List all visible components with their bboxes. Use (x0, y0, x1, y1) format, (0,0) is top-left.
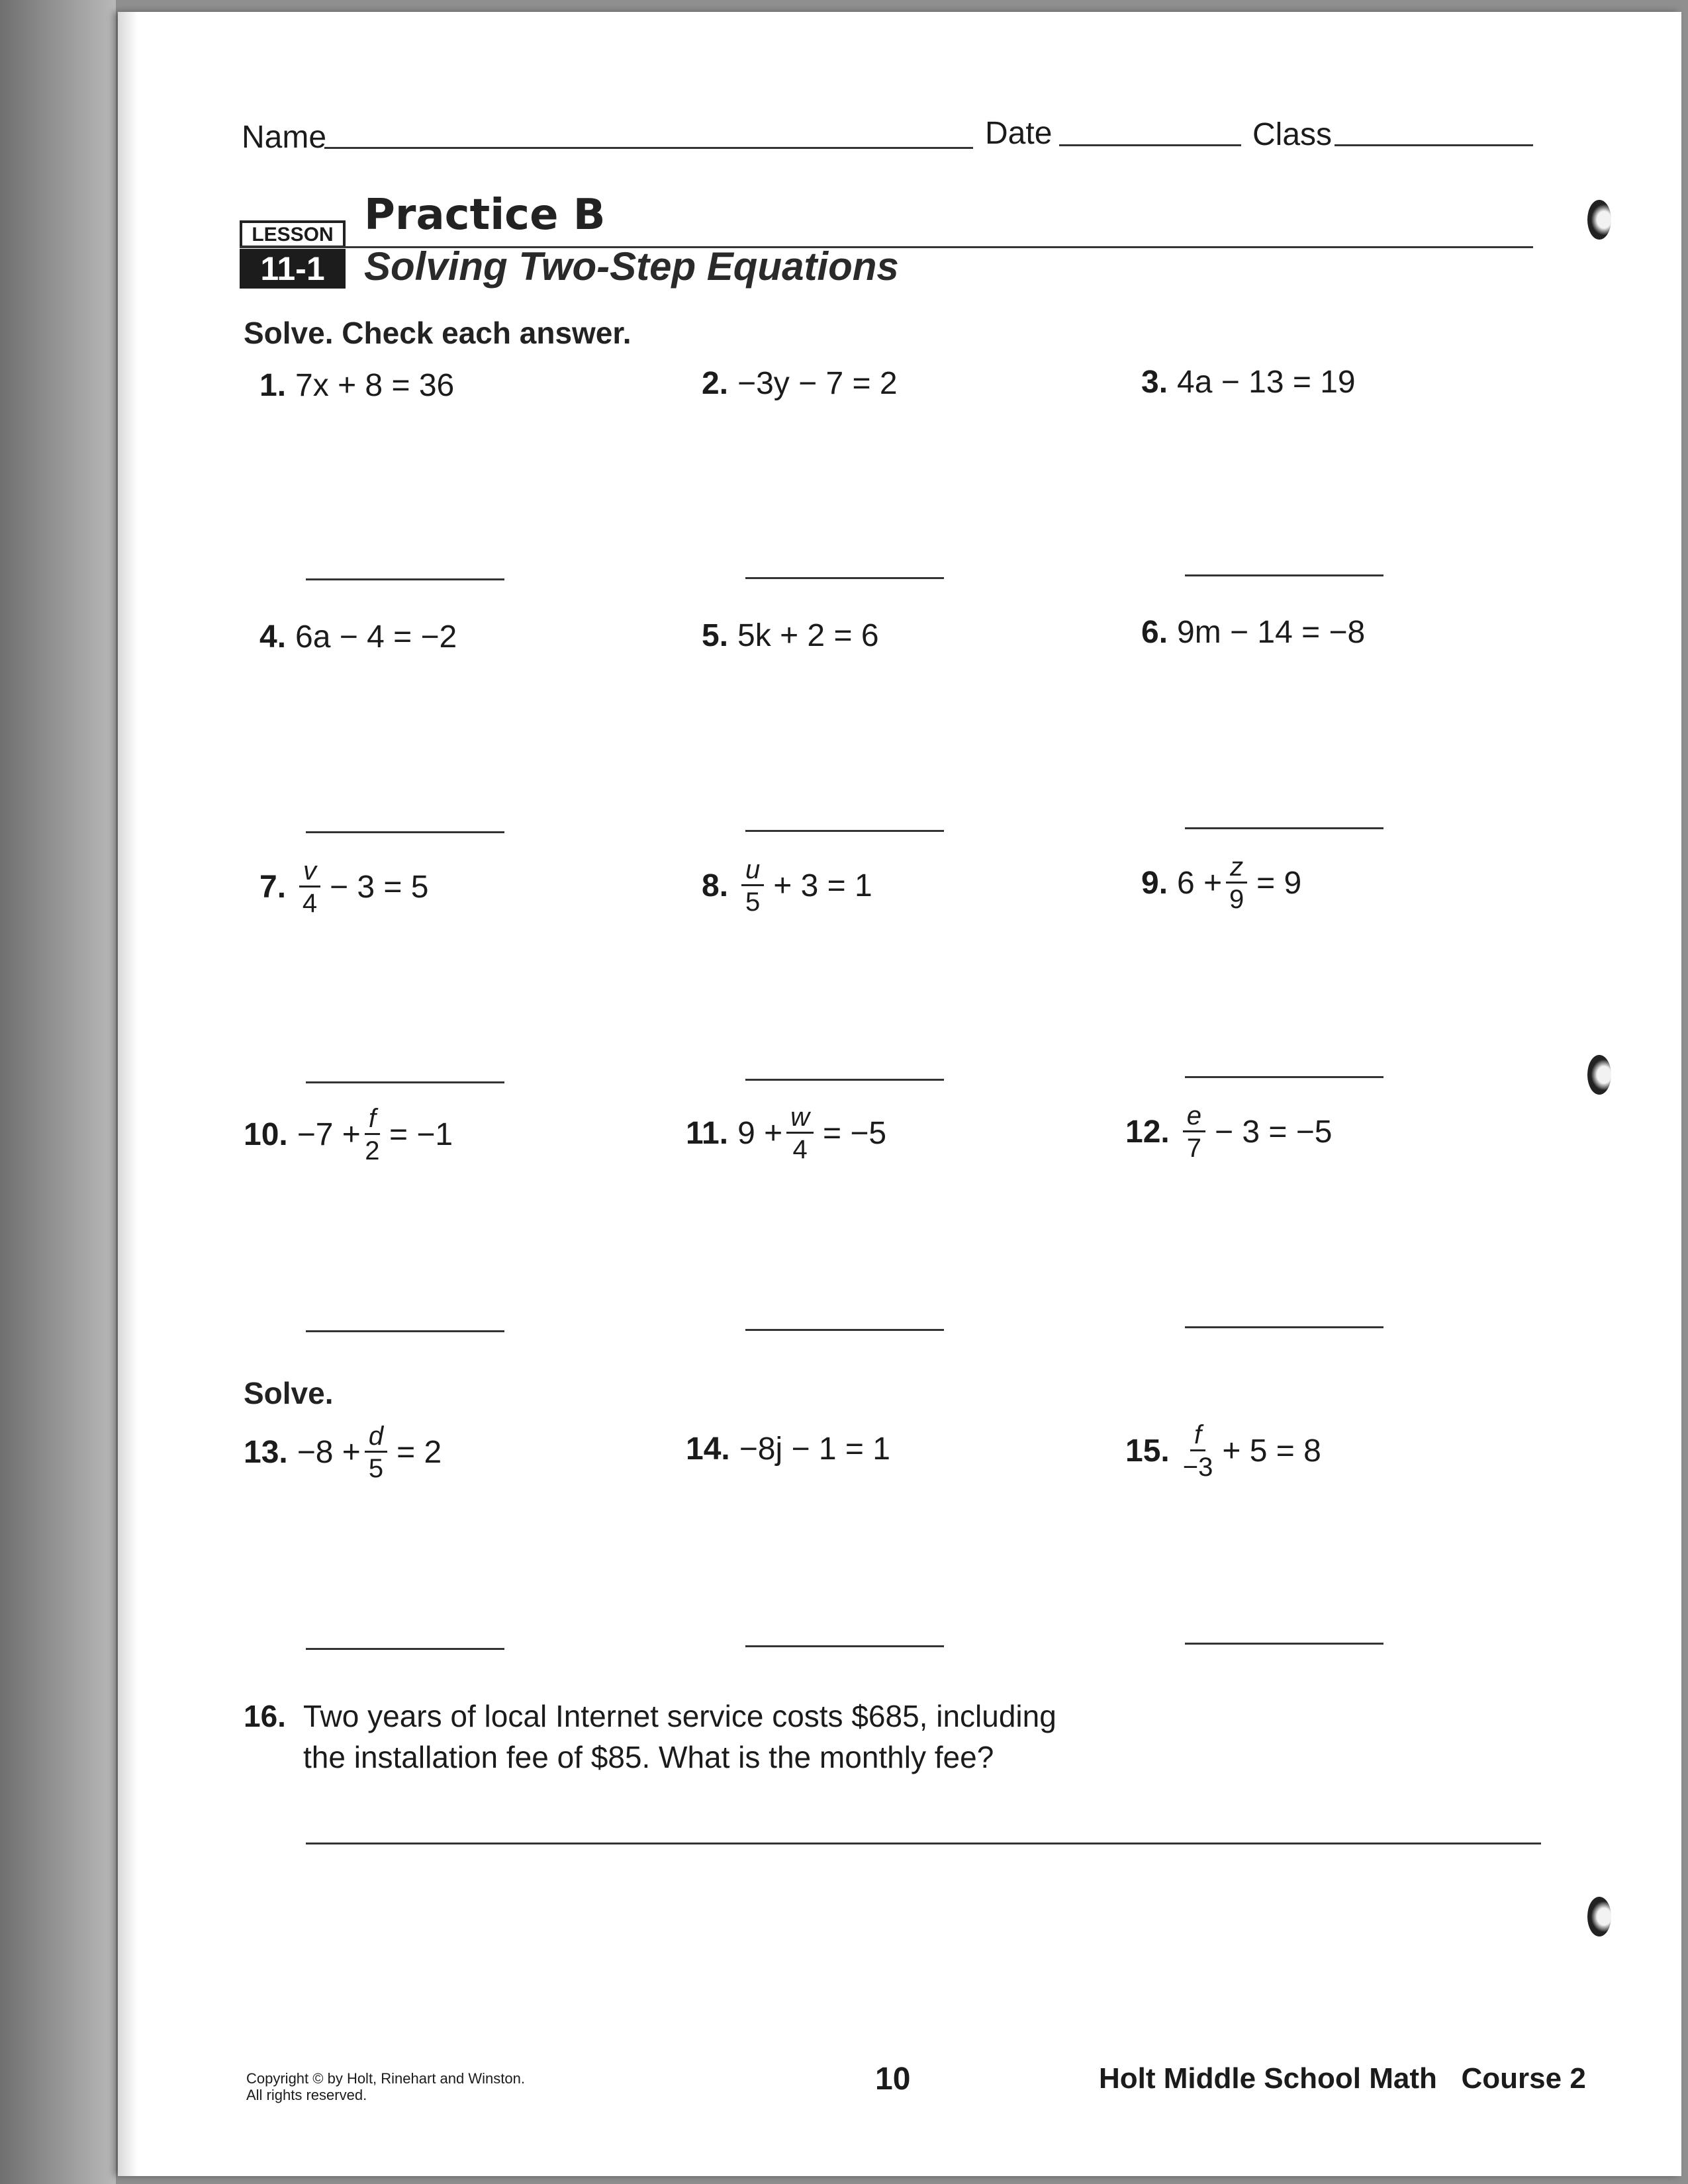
equation: 7x + 8 = 36 (295, 368, 455, 403)
numerator: w (786, 1104, 814, 1134)
denominator: 4 (792, 1135, 808, 1164)
denominator: 9 (1229, 885, 1244, 914)
numerator: e (1183, 1103, 1205, 1132)
equation-rest: − 3 = 5 (330, 870, 429, 905)
answer-blank-12[interactable] (1185, 1326, 1383, 1328)
date-label: Date (985, 116, 1053, 151)
equation: −3y − 7 = 2 (737, 366, 898, 401)
page-edge (118, 12, 138, 2176)
answer-blank-1[interactable] (306, 578, 504, 580)
problem-number: 3. (1141, 365, 1168, 400)
answer-blank-7[interactable] (306, 1081, 504, 1083)
answer-blank-9[interactable] (1185, 1076, 1383, 1078)
problem-14 (686, 1431, 890, 1467)
equation-pre: 6 + (1177, 866, 1223, 901)
problem-number: 15. (1125, 1433, 1170, 1469)
problem-number: 13. (244, 1435, 288, 1470)
fraction (741, 856, 764, 915)
instructions-check: Solve. Check each answer. (244, 316, 632, 350)
numerator: f (1190, 1422, 1205, 1451)
fraction (365, 1105, 380, 1164)
denominator: −3 (1182, 1453, 1213, 1482)
answer-blank-5[interactable] (745, 830, 944, 832)
equation: 5k + 2 = 6 (737, 618, 879, 653)
problem-16-line-2: the installation fee of $85. What is the monthly fee? (303, 1740, 994, 1774)
denominator: 7 (1186, 1134, 1201, 1163)
answer-blank-10[interactable] (306, 1330, 504, 1332)
problem-16-number: 16. (244, 1699, 286, 1733)
page-subtitle: Solving Two-Step Equations (364, 244, 899, 289)
problem-number: 4. (259, 619, 287, 655)
equation-pre: −7 + (297, 1117, 361, 1152)
denominator: 5 (368, 1454, 384, 1483)
page-title: Practice B (364, 191, 606, 240)
problem-number: 8. (702, 868, 729, 903)
problem-13 (244, 1423, 442, 1482)
answer-blank-4[interactable] (306, 831, 504, 833)
problem-7 (259, 858, 429, 917)
equation: 6a − 4 = −2 (295, 619, 457, 655)
copyright-line-2: All rights reserved. (246, 2087, 367, 2103)
numerator: v (299, 858, 320, 887)
denominator: 5 (745, 887, 761, 917)
equation-rest: + 3 = 1 (773, 868, 872, 903)
fraction (1183, 1103, 1205, 1161)
answer-blank-14[interactable] (745, 1645, 944, 1647)
denominator: 2 (365, 1136, 380, 1165)
problem-9 (1141, 854, 1301, 913)
numerator: z (1226, 854, 1247, 884)
answer-blank-13[interactable] (306, 1648, 504, 1650)
copyright-notice (246, 2070, 525, 2103)
answer-blank-11[interactable] (745, 1329, 944, 1331)
answer-blank-16[interactable] (306, 1843, 1541, 1844)
scan-background (0, 0, 116, 2184)
equation-rest: = −1 (389, 1117, 453, 1152)
problem-3 (1141, 364, 1356, 400)
equation-rest: = 2 (397, 1435, 442, 1470)
answer-blank-6[interactable] (1185, 827, 1383, 829)
problem-number: 12. (1125, 1115, 1170, 1150)
book-title: Holt Middle School Math Course 2 (1099, 2062, 1586, 2095)
equation-rest: + 5 = 8 (1222, 1433, 1321, 1469)
fraction (786, 1104, 814, 1163)
answer-blank-8[interactable] (745, 1079, 944, 1081)
name-label: Name (242, 120, 327, 155)
equation: −8j − 1 = 1 (739, 1432, 890, 1467)
problem-6 (1141, 614, 1365, 651)
binder-hole-icon (1587, 1055, 1611, 1095)
problem-12 (1125, 1103, 1332, 1161)
numerator: d (365, 1423, 387, 1453)
problem-5 (702, 617, 879, 654)
answer-blank-3[interactable] (1185, 574, 1383, 576)
problem-number: 7. (259, 870, 287, 905)
instructions-solve: Solve. (244, 1376, 334, 1410)
date-field[interactable] (1059, 144, 1241, 146)
copyright-line-1: Copyright © by Holt, Rinehart and Winston. (246, 2070, 525, 2087)
problem-number: 1. (259, 368, 287, 403)
problem-1 (259, 367, 454, 404)
equation: 4a − 13 = 19 (1177, 365, 1356, 400)
lesson-badge: LESSON (240, 220, 346, 248)
lesson-number: 11-1 (240, 249, 346, 289)
equation: 9m − 14 = −8 (1177, 615, 1366, 650)
problem-8 (702, 856, 872, 915)
name-field[interactable] (324, 147, 973, 149)
problem-number: 5. (702, 618, 729, 653)
denominator: 4 (302, 889, 318, 918)
problem-number: 6. (1141, 615, 1168, 650)
problem-15 (1125, 1422, 1321, 1480)
problem-4 (259, 619, 457, 655)
numerator: u (741, 856, 764, 886)
problem-number: 2. (702, 366, 729, 401)
equation-rest: = −5 (823, 1116, 887, 1151)
fraction (1183, 1422, 1213, 1480)
answer-blank-15[interactable] (1185, 1643, 1383, 1645)
equation-rest: = 9 (1256, 866, 1302, 901)
equation-pre: 9 + (737, 1116, 783, 1151)
binder-hole-icon (1587, 1897, 1611, 1936)
problem-number: 10. (244, 1117, 288, 1152)
equation-rest: − 3 = −5 (1214, 1115, 1333, 1150)
numerator: f (365, 1105, 380, 1135)
fraction (1226, 854, 1247, 913)
page-number: 10 (875, 2062, 911, 2097)
problem-number: 9. (1141, 866, 1168, 901)
problem-number: 11. (686, 1116, 729, 1151)
problem-number: 14. (686, 1432, 730, 1467)
answer-blank-2[interactable] (745, 577, 944, 579)
fraction (365, 1423, 387, 1482)
problem-10 (244, 1105, 453, 1164)
fraction (299, 858, 320, 917)
problem-16-line-1: Two years of local Internet service costs $685, including (303, 1699, 1056, 1733)
problem-11 (686, 1104, 886, 1163)
class-label: Class (1252, 117, 1333, 152)
problem-2 (702, 365, 898, 402)
binder-hole-icon (1587, 200, 1611, 240)
class-field[interactable] (1335, 144, 1533, 146)
equation-pre: −8 + (297, 1435, 361, 1470)
